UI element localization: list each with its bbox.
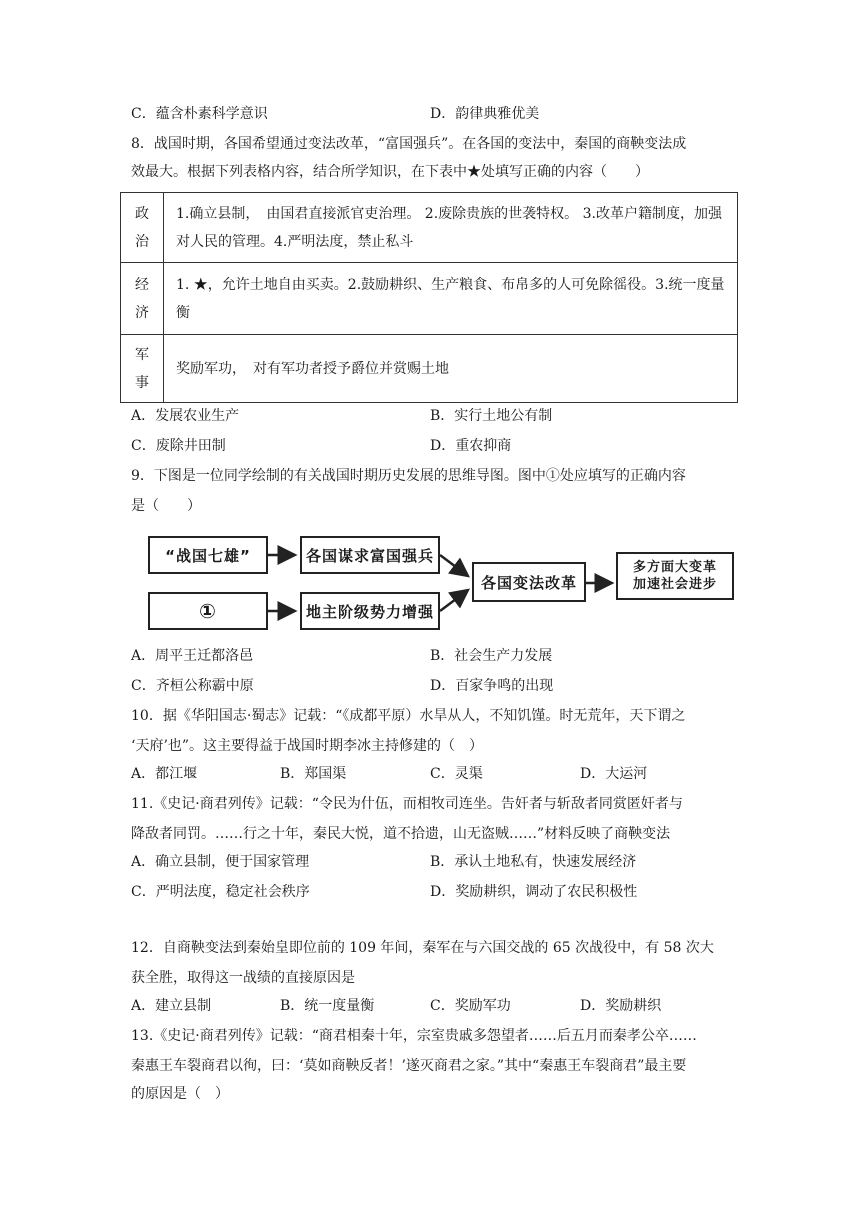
q9-mind-map — [140, 528, 740, 638]
q9-option-a: A．周平王迁都洛邑 — [131, 648, 254, 664]
q8-option-c: C．废除井田制 — [131, 438, 226, 454]
arrow-line — [440, 590, 468, 611]
q12-option-b: B．统一度量衡 — [280, 998, 375, 1014]
q9-option-d: D．百家争鸣的出现 — [430, 678, 554, 694]
q12-stem-line-2: 获全胜，取得这一战绩的直接原因是 — [131, 970, 355, 986]
q10-option-b: B．郑国渠 — [280, 766, 347, 782]
table-cell-military: 奖励军功， 对有军功者授予爵位并赏赐土地 — [164, 335, 738, 403]
table-row — [121, 263, 738, 335]
mind-node-blank-1: ① — [148, 592, 268, 630]
q9-stem-line-2: 是（ ） — [131, 498, 201, 514]
mind-node-great-change-line-2: 加速社会进步 — [632, 577, 717, 592]
table-head-military: 军 事 — [121, 335, 164, 403]
q11-option-b: B．承认土地私有，快速发展经济 — [430, 854, 637, 870]
q11-stem-line-2: 降敌者同罚。……行之十年，秦民大悦，道不拾遗，山无盗贼……”材料反映了商鞅变法 — [131, 826, 671, 842]
q10-option-a: A．都江堰 — [131, 766, 198, 782]
q10-stem-line-1: 10．据《华阳国志·蜀志》记载：“《成都平原）水旱从人，不知饥馑。时无荒年，天下谓之 — [131, 708, 686, 724]
q11-option-d: D．奖励耕织，调动了农民积极性 — [430, 884, 638, 900]
q8-reform-table — [120, 192, 738, 403]
q12-option-c: C．奖励军功 — [430, 998, 511, 1014]
q11-option-c: C．严明法度，稳定社会秩序 — [131, 884, 310, 900]
mind-node-great-change-line-1: 多方面大变革 — [632, 560, 717, 575]
table-head-economy: 经 济 — [121, 263, 164, 335]
q12-stem-line-1: 12．自商鞅变法到秦始皇即位前的 109 年间，秦军在与六国交战的 65 次战役中，有 58 次大 — [131, 940, 714, 956]
q7-option-c: C．蕴含朴素科学意识 — [131, 106, 268, 122]
q8-stem-line-1: 8．战国时期，各国希望通过变法改革，“富国强兵”。在各国的变法中，秦国的商鞅变法成 — [131, 136, 687, 152]
table-row — [121, 335, 738, 403]
q7-option-d: D．韵律典雅优美 — [430, 106, 540, 122]
q8-option-b: B．实行土地公有制 — [430, 408, 553, 424]
mind-node-seven-states: “战国七雄” — [148, 536, 268, 574]
table-head-politics: 政 治 — [121, 193, 164, 263]
q9-option-b: B．社会生产力发展 — [430, 648, 553, 664]
q10-option-c: C．灵渠 — [430, 766, 483, 782]
mind-node-great-change — [616, 552, 734, 600]
q8-stem-line-2: 效最大。根据下列表格内容，结合所学知识，在下表中★处填写正确的内容（ ） — [131, 164, 649, 180]
q13-stem-line-1: 13.《史记·商君列传》记载：“商君相秦十年，宗室贵戚多怨望者……后五月而秦孝公卒…… — [131, 1028, 697, 1044]
q11-option-a: A．确立县制，便于国家管理 — [131, 854, 310, 870]
table-row — [121, 193, 738, 263]
q13-stem-line-3: 的原因是（ ） — [131, 1086, 229, 1102]
mind-node-reforms: 各国变法改革 — [472, 562, 586, 602]
q8-option-a: A．发展农业生产 — [131, 408, 240, 424]
arrow-line — [440, 555, 468, 576]
table-cell-politics: 1.确立县制， 由国君直接派官吏治理。 2.废除贵族的世袭特权。 3.改革户籍制度，加强对人民的管理。4.严明法度，禁止私斗 — [164, 193, 738, 263]
mind-node-landlord-class: 地主阶级势力增强 — [300, 592, 440, 630]
q10-option-d: D．大运河 — [580, 766, 648, 782]
q10-stem-line-2: ‘天府’也”。这主要得益于战国时期李冰主持修建的（ ） — [131, 738, 484, 754]
q13-stem-line-2: 秦惠王车裂商君以徇，曰：‘莫如商鞅反者！’遂灭商君之家。”其中“秦惠王车裂商君”最主要 — [131, 1058, 687, 1074]
mind-node-wealth-army: 各国谋求富国强兵 — [300, 536, 440, 574]
q9-option-c: C．齐桓公称霸中原 — [131, 678, 254, 694]
q11-stem-line-1: 11.《史记·商君列传》记载：“令民为什伍，而相牧司连坐。告奸者与斩敌者同赏匿奸者与 — [131, 796, 683, 812]
q12-option-a: A．建立县制 — [131, 998, 212, 1014]
q9-stem-line-1: 9．下图是一位同学绘制的有关战国时期历史发展的思维导图。图中①处应填写的正确内容 — [131, 468, 686, 484]
table-cell-economy: 1. ★，允许土地自由买卖。2.鼓励耕织、生产粮食、布帛多的人可免除徭役。3.统一度量衡 — [164, 263, 738, 335]
q12-option-d: D．奖励耕织 — [580, 998, 662, 1014]
q8-option-d: D．重农抑商 — [430, 438, 512, 454]
